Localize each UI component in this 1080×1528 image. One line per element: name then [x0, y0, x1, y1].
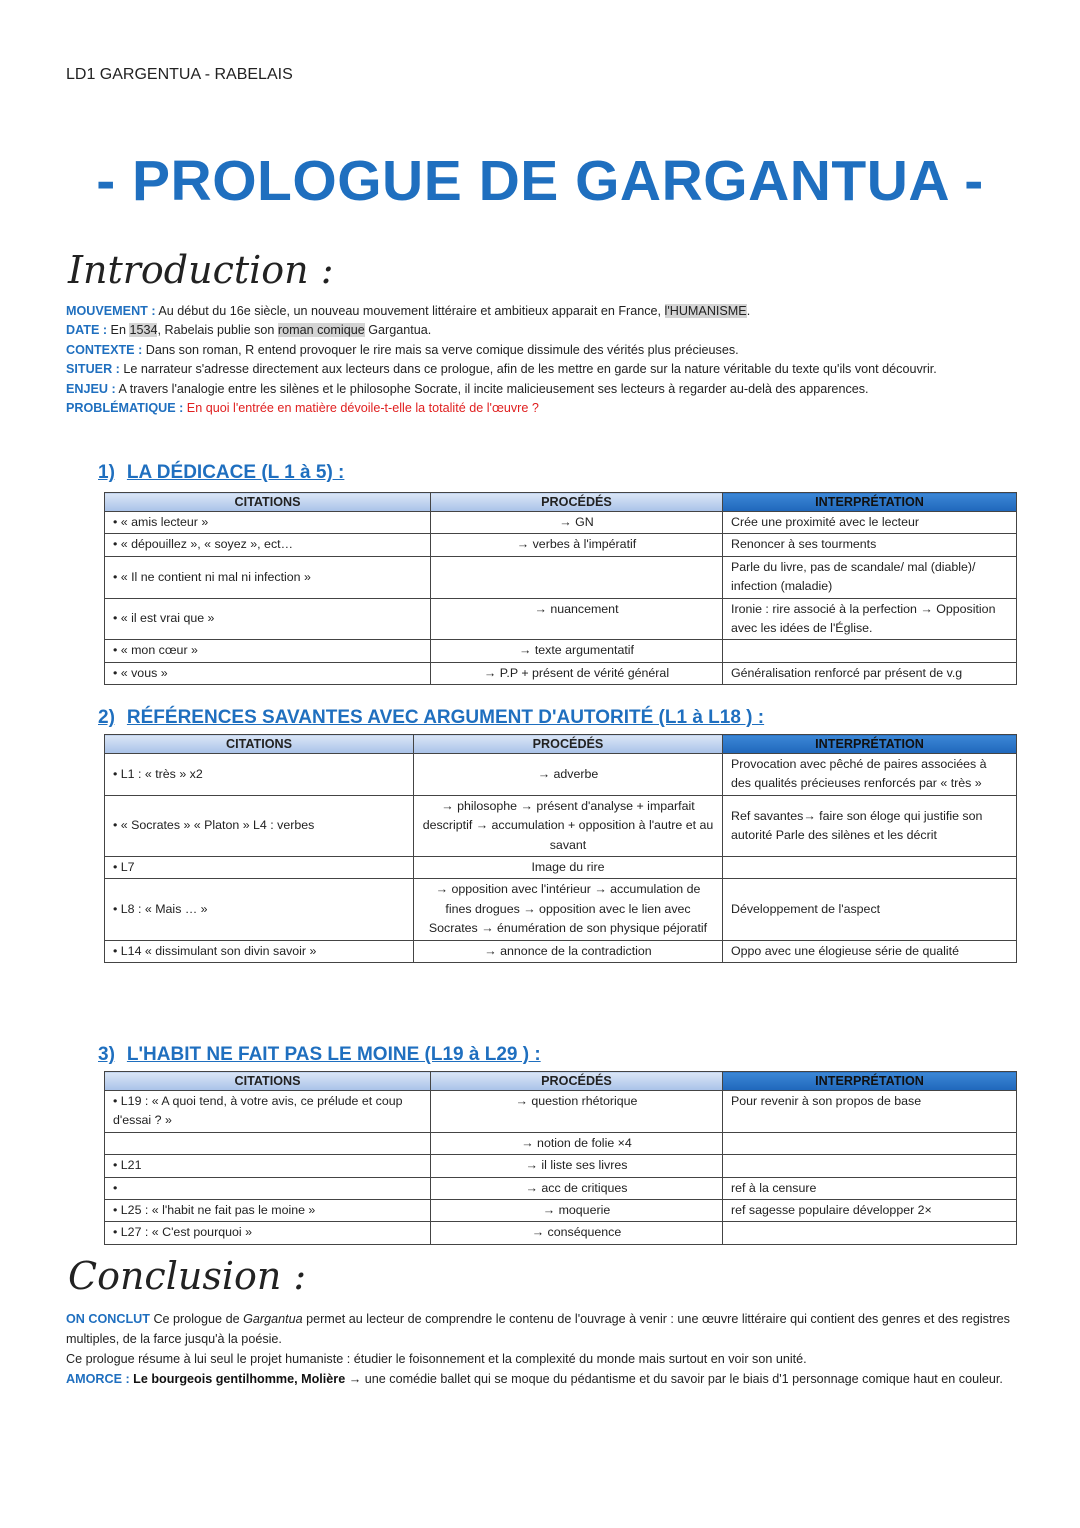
cell-citation: • L27 : « C'est pourquoi » — [105, 1222, 431, 1244]
cell-citation: • « Socrates » « Platon » L4 : verbes — [105, 795, 414, 856]
cell-interpretation: Développement de l'aspect — [723, 879, 1017, 940]
section2-title-text: RÉFÉRENCES SAVANTES AVEC ARGUMENT D'AUTORITÉ (L1 à L18 ) : — [126, 707, 765, 728]
conclusion-p2: Ce prologue résume à lui seul le projet humaniste : étudier le foisonnement et la complexité du monde mais surtout en voir son unité. — [66, 1352, 807, 1366]
cell-interpretation — [723, 640, 1017, 662]
section3-table — [104, 1071, 1017, 1245]
intro-mouvement — [66, 302, 1016, 321]
cell-procede: → philosophe → présent d'analyse + imparfait descriptif → accumulation + opposition à l'autre et au savant — [414, 795, 723, 856]
date-year: 1534 — [129, 323, 158, 338]
intro-situer — [66, 360, 1016, 379]
cell-citation: • L25 : « l'habit ne fait pas le moine » — [105, 1200, 431, 1222]
cell-interpretation: ref à la censure — [723, 1177, 1017, 1199]
problematique-text: En quoi l'entrée en matière dévoile-t-elle la totalité de l'œuvre ? — [183, 401, 539, 416]
cell-citation: • L1 : « très » x2 — [105, 754, 414, 796]
table-row — [105, 1222, 1017, 1244]
contexte-text: Dans son roman, R entend provoquer le rire mais sa verve comique dissimule des vérités plus précieuses. — [142, 342, 739, 357]
cell-interpretation: Oppo avec une élogieuse série de qualité — [723, 940, 1017, 962]
table-row — [105, 879, 1017, 940]
cell-citation: • « amis lecteur » — [105, 512, 431, 534]
amorce-text: → une comédie ballet qui se moque du pédantisme et du savoir par le biais d'1 personnage comique haut en couleur. — [345, 1372, 1003, 1386]
table-row — [105, 640, 1017, 662]
cell-procede: → texte argumentatif — [431, 640, 723, 662]
section1-title — [98, 462, 344, 484]
table-row — [105, 1132, 1017, 1154]
cell-interpretation: Provocation avec pêché de paires associées à des qualités précieuses renforcés par « très » — [723, 754, 1017, 796]
section2-title — [98, 707, 764, 729]
section3-title-text: L'HABIT NE FAIT PAS LE MOINE (L19 à L29 ) : — [126, 1044, 541, 1065]
col-interpretation: INTERPRÉTATION — [723, 493, 1017, 512]
cell-citation: • « dépouillez », « soyez », ect… — [105, 534, 431, 556]
col-citations: CITATIONS — [105, 493, 431, 512]
intro-problematique — [66, 399, 1016, 418]
conclusion-heading: Conclusion : — [68, 1254, 307, 1298]
intro-heading: Introduction : — [68, 248, 334, 292]
intro-contexte — [66, 341, 1016, 360]
cell-citation — [105, 1132, 431, 1154]
col-procedes: PROCÉDÉS — [431, 1072, 723, 1091]
cell-procede: → conséquence — [431, 1222, 723, 1244]
cell-interpretation — [723, 1155, 1017, 1177]
mouvement-end: . — [746, 304, 751, 318]
intro-enjeu — [66, 380, 1016, 399]
table-row — [105, 857, 1017, 879]
amorce-bold: Le bourgeois gentilhomme, Molière — [129, 1372, 346, 1386]
cell-interpretation: Ironie : rire associé à la perfection → Opposition avec les idées de l'Église. — [723, 598, 1017, 640]
cell-procede: Image du rire — [414, 857, 723, 879]
enjeu-text: A travers l'analogie entre les silènes et le philosophe Socrate, il incite malicieusement ses lecteurs à regarder au-delà des apparences. — [115, 381, 869, 396]
header-label: LD1 GARGENTUA - RABELAIS — [66, 66, 293, 83]
situer-text: Le narrateur s'adresse directement aux lecteurs dans ce prologue, afin de les mettre en garde sur la nature véritable du texte qu'ils vont découvrir. — [119, 362, 937, 377]
section3-num: 3) — [98, 1044, 115, 1065]
contexte-label: CONTEXTE : — [66, 342, 143, 357]
cell-interpretation: Généralisation renforcé par présent de v.g — [723, 662, 1017, 684]
table-row — [105, 940, 1017, 962]
conclusion-block — [66, 1309, 1026, 1389]
conclusion-p1-b: permet au lecteur de comprendre le contenu de l'ouvrage à venir : une œuvre littéraire qui contient des genres et des registres multiples, de la farce jusqu'à la poésie. — [66, 1312, 1010, 1346]
col-interpretation: INTERPRÉTATION — [723, 735, 1017, 754]
conclusion-amorce — [66, 1369, 1026, 1389]
date-pre: En — [107, 323, 130, 338]
cell-citation: • L7 — [105, 857, 414, 879]
conclusion-p1-italic: Gargantua — [243, 1312, 303, 1326]
table-header-row — [105, 735, 1017, 754]
mouvement-label: MOUVEMENT : — [66, 304, 156, 318]
cell-citation: • L14 « dissimulant son divin savoir » — [105, 940, 414, 962]
cell-citation: • « vous » — [105, 662, 431, 684]
cell-procede: → verbes à l'impératif — [431, 534, 723, 556]
conclusion-label: ON CONCLUT — [66, 1312, 150, 1326]
cell-procede: → annonce de la contradiction — [414, 940, 723, 962]
conclusion-p1 — [66, 1309, 1026, 1349]
cell-procede: → P.P + présent de vérité général — [431, 662, 723, 684]
table-row — [105, 795, 1017, 856]
table-row — [105, 754, 1017, 796]
cell-procede: → adverbe — [414, 754, 723, 796]
cell-procede: → notion de folie ×4 — [431, 1132, 723, 1154]
date-highlight: roman comique — [277, 323, 365, 338]
table-header-row — [105, 493, 1017, 512]
mouvement-highlight: l'HUMANISME — [664, 304, 747, 318]
cell-procede: → acc de critiques — [431, 1177, 723, 1199]
table-header-row — [105, 1072, 1017, 1091]
section2-table — [104, 734, 1017, 963]
col-citations: CITATIONS — [105, 1072, 431, 1091]
col-procedes: PROCÉDÉS — [414, 735, 723, 754]
cell-interpretation — [723, 857, 1017, 879]
cell-interpretation: Renoncer à ses tourments — [723, 534, 1017, 556]
table-row — [105, 1155, 1017, 1177]
cell-citation: • — [105, 1177, 431, 1199]
conclusion-p1-a: Ce prologue de — [149, 1312, 244, 1326]
cell-citation: • « mon cœur » — [105, 640, 431, 662]
section1-table — [104, 492, 1017, 685]
section1-num: 1) — [98, 462, 115, 483]
intro-date — [66, 321, 1016, 340]
cell-interpretation: ref sagesse populaire développer 2× — [723, 1200, 1017, 1222]
table-row — [105, 534, 1017, 556]
date-end: Gargantua. — [364, 323, 432, 338]
section2-num: 2) — [98, 707, 115, 728]
table-row — [105, 1091, 1017, 1133]
cell-citation: • L21 — [105, 1155, 431, 1177]
table-row — [105, 556, 1017, 598]
col-procedes: PROCÉDÉS — [431, 493, 723, 512]
cell-interpretation: Ref savantes→ faire son éloge qui justifie son autorité Parle des silènes et les décrit — [723, 795, 1017, 856]
cell-procede — [431, 556, 723, 598]
table-row — [105, 1200, 1017, 1222]
cell-procede: → question rhétorique — [431, 1091, 723, 1133]
amorce-label: AMORCE : — [66, 1372, 130, 1386]
table-row — [105, 1177, 1017, 1199]
table-row — [105, 512, 1017, 534]
mouvement-text: Au début du 16e siècle, un nouveau mouvement littéraire et ambitieux apparait en France, — [155, 304, 665, 318]
cell-interpretation — [723, 1132, 1017, 1154]
situer-label: SITUER : — [66, 362, 120, 377]
cell-procede: → nuancement — [431, 598, 723, 640]
cell-procede: → moquerie — [431, 1200, 723, 1222]
col-interpretation: INTERPRÉTATION — [723, 1072, 1017, 1091]
page-title: - PROLOGUE DE GARGANTUA - — [96, 149, 984, 213]
intro-block — [66, 302, 1016, 418]
cell-interpretation: Parle du livre, pas de scandale/ mal (diable)/ infection (maladie) — [723, 556, 1017, 598]
table-row — [105, 598, 1017, 640]
table-row — [105, 662, 1017, 684]
cell-interpretation — [723, 1222, 1017, 1244]
cell-citation: • L19 : « A quoi tend, à votre avis, ce prélude et coup d'essai ? » — [105, 1091, 431, 1133]
date-mid: , Rabelais publie son — [157, 323, 278, 338]
enjeu-label: ENJEU : — [66, 381, 116, 396]
col-citations: CITATIONS — [105, 735, 414, 754]
cell-procede: → opposition avec l'intérieur → accumulation de fines drogues → opposition avec le lien avec Socrates → énumération de son physique péjoratif — [414, 879, 723, 940]
problematique-label: PROBLÉMATIQUE : — [66, 401, 184, 416]
cell-procede: → GN — [431, 512, 723, 534]
date-label: DATE : — [66, 323, 108, 338]
cell-interpretation: Crée une proximité avec le lecteur — [723, 512, 1017, 534]
cell-citation: • L8 : « Mais … » — [105, 879, 414, 940]
cell-procede: → il liste ses livres — [431, 1155, 723, 1177]
section3-title — [98, 1044, 541, 1066]
cell-citation: • « Il ne contient ni mal ni infection » — [105, 556, 431, 598]
cell-interpretation: Pour revenir à son propos de base — [723, 1091, 1017, 1133]
cell-citation: • « il est vrai que » — [105, 598, 431, 640]
section1-title-text: LA DÉDICACE (L 1 à 5) : — [126, 462, 345, 483]
